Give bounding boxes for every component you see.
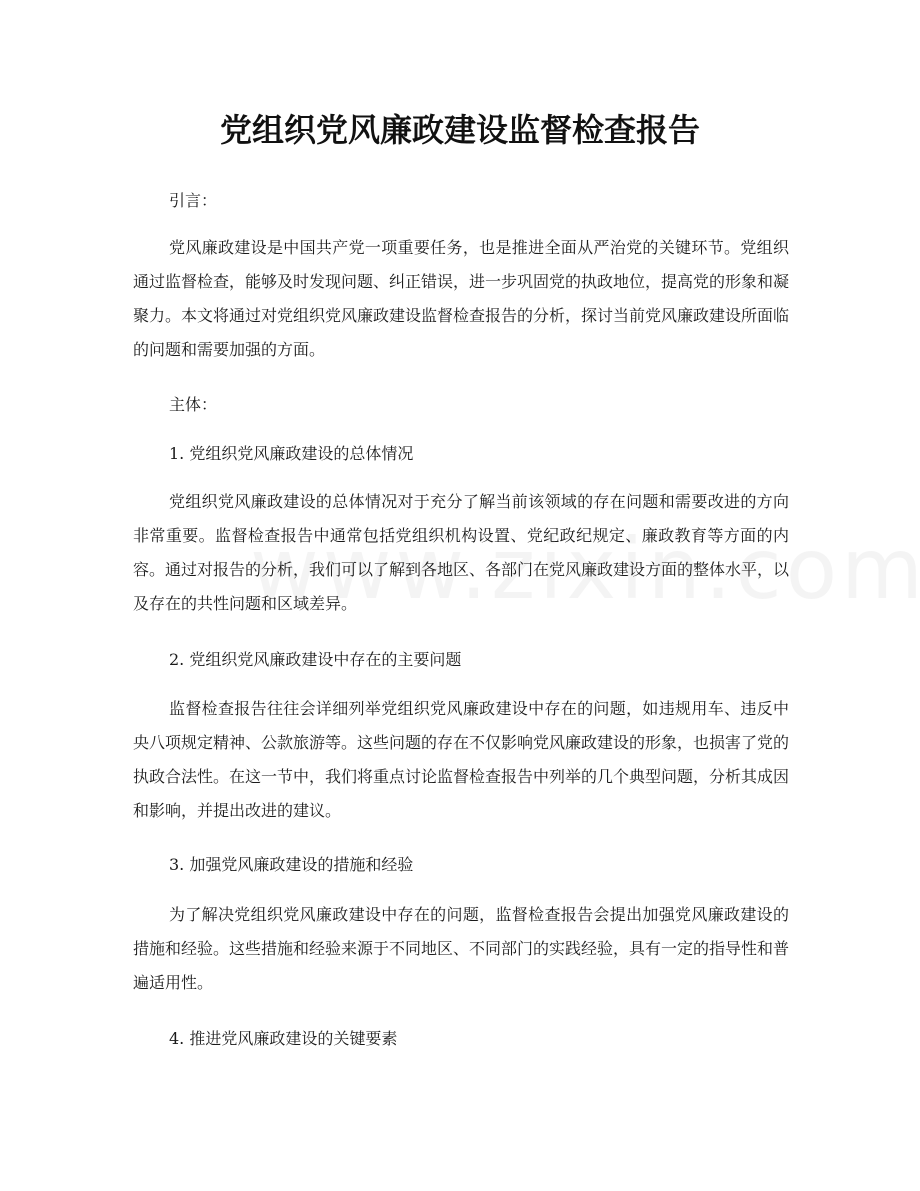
section-paragraph: 为了解决党组织党风廉政建设中存在的问题，监督检查报告会提出加强党风廉政建设的措施和经验。这些措施和经验来源于不同地区、不同部门的实践经验，具有一定的指导性和普遍适用性。 [133,905,790,992]
section-heading: 3. 加强党风廉政建设的措施和经验 [169,855,414,874]
section-paragraph: 党组织党风廉政建设的总体情况对于充分了解当前该领域的存在问题和需要改进的方向非常重要。监督检查报告中通常包括党组织机构设置、党纪政纪规定、廉政教育等方面的内容。通过对报告的分析，我们可以了解到各地区、各部门在党风廉政建设方面的整体水平，以及存在的共性问题和区域差异。 [133,492,790,613]
section-heading: 2. 党组织党风廉政建设中存在的主要问题 [169,650,462,669]
intro-label: 引言： [169,191,218,210]
intro-paragraph: 党风廉政建设是中国共产党一项重要任务，也是推进全面从严治党的关键环节。党组织通过监督检查，能够及时发现问题、纠正错误，进一步巩固党的执政地位，提高党的形象和凝聚力。本文将通过对党组织党风廉政建设监督检查报告的分析，探讨当前党风廉政建设所面临的问题和需要加强的方面。 [133,238,790,359]
document-title: 党组织党风廉政建设监督检查报告 [219,111,700,149]
body-label: 主体： [169,395,218,414]
section-heading: 4. 推进党风廉政建设的关键要素 [169,1029,398,1048]
section-heading: 1. 党组织党风廉政建设的总体情况 [169,444,414,463]
section-paragraph: 监督检查报告往往会详细列举党组织党风廉政建设中存在的问题，如违规用车、违反中央八项规定精神、公款旅游等。这些问题的存在不仅影响党风廉政建设的形象，也损害了党的执政合法性。在这一节中，我们将重点讨论监督检查报告中列举的几个典型问题，分析其成因和影响，并提出改进的建议。 [133,699,790,820]
